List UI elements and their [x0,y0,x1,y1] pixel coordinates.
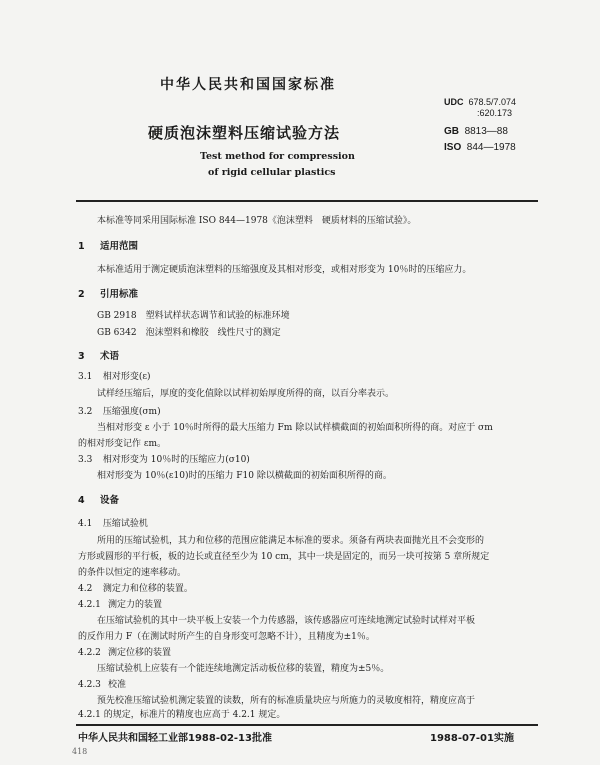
reference-gb6342: GB 6342 泡沫塑料和橡胶 线性尺寸的测定 [97,328,281,338]
definition-3-3-text: 相对形变为 10％(ε10)时的压缩力 F10 除以横截面的初始面积所得的商。 [97,471,392,481]
definition-3-1-number: 3.1 [78,372,93,382]
definition-3-3-title: 相对形变为 10％时的压缩应力(σ10) [102,455,250,465]
section-4-heading [78,492,119,506]
subsection-4-2-1-text-line2: 的反作用力 F（在测试时所产生的自身形变可忽略不计），且精度为±1％。 [78,632,375,642]
national-standard-heading: 中华人民共和国国家标准 [160,77,336,93]
subsection-4-2-2-heading [78,645,171,658]
section-1-text: 本标准适用于测定硬质泡沫塑料的压缩强度及其相对形变，或相对形变为 10％时的压缩应力。 [97,265,472,275]
section-1-number: 1 [78,241,85,252]
subsection-4-1-text-line2: 方形或圆形的平行板，板的边长或直径至少为 10 cm，其中一块是固定的，而另一块可按第 5 章所规定 [78,552,490,562]
section-2-heading [78,286,138,300]
subsection-4-1-number: 4.1 [78,519,93,529]
subsection-4-2-1-heading [78,597,162,610]
footer-divider [76,724,538,726]
subsection-4-2-2-text: 压缩试验机上应装有一个能连续地测定活动板位移的装置，精度为±5％。 [97,664,390,674]
subsection-4-2-3-text-line2: 4.2.1 的规定，标准片的精度也应高于 4.2.1 规定。 [78,707,285,720]
section-2-title: 引用标准 [100,289,139,300]
section-3-heading [78,348,119,362]
subsection-4-1-text-line3: 的条件以恒定的速率移动。 [78,568,187,578]
subsection-4-1-title: 压缩试验机 [102,519,148,529]
subsection-4-2-3-number: 4.2.3 [78,680,101,690]
gb-number [444,126,508,137]
gb-number-value: 8813—88 [464,126,508,137]
section-1-heading [78,238,138,252]
subsection-4-1-text-line1: 所用的压缩试验机，其力和位移的范围应能满足本标准的要求。须备有两块表面抛光且不会变形的 [97,536,485,546]
definition-3-1-heading [78,369,151,382]
document-title-en-line1: Test method for compression [200,151,355,162]
subsection-4-2-1-number: 4.2.1 [78,600,101,610]
udc-label: UDC [444,97,464,107]
definition-3-1-text: 试样经压缩后，厚度的变化值除以试样初始厚度所得的商，以百分率表示。 [97,389,395,399]
subsection-4-2-2-number: 4.2.2 [78,648,101,658]
section-3-title: 术语 [100,351,120,362]
iso-number-value: 844—1978 [466,142,516,153]
subsection-4-2-3-heading [78,677,126,690]
section-1-title: 适用范围 [100,241,139,252]
section-2-number: 2 [78,289,85,300]
subsection-4-1-heading [78,516,148,529]
definition-3-2-text-line1: 当相对形变 ε 小于 10％时所得的最大压缩力 Fm 除以试样横截面的初始面积所得的商。对应于 σm [97,423,493,433]
definition-3-2-number: 3.2 [78,407,93,417]
definition-3-2-text-line2: 的相对形变记作 εm。 [78,439,167,449]
subsection-4-2-1-text-line1: 在压缩试验机的其中一块平板上安装一个力传感器，该传感器应可连续地测定试验时试样对平板 [97,616,476,626]
section-4-number: 4 [78,495,85,506]
definition-3-3-number: 3.3 [78,455,93,465]
effective-date: 1988-07-01实施 [430,733,514,744]
gb-label: GB [444,126,459,137]
udc-line2: :620.173 [477,108,513,118]
subsection-4-2-number: 4.2 [78,584,93,594]
section-3-number: 3 [78,351,85,362]
subsection-4-2-1-title: 测定力的装置 [108,600,163,610]
page-number: 418 [72,747,88,756]
iso-label: ISO [444,142,462,153]
definition-3-3-heading [78,452,250,465]
definition-3-2-title: 压缩强度(σm) [102,407,161,417]
udc-code [444,97,516,107]
subsection-4-2-2-title: 测定位移的装置 [108,648,172,658]
document-title-en-line2: of rigid cellular plastics [208,167,336,178]
subsection-4-2-heading [78,581,193,594]
definition-3-1-title: 相对形变(ε) [102,372,151,382]
document-title-cn: 硬质泡沫塑料压缩试验方法 [148,124,341,142]
subsection-4-2-3-text-line1: 预先校准压缩试验机测定装置的读数，所有的标准质量块应与所施力的灵敏度相符，精度应高于 [97,696,476,706]
iso-number [444,142,516,153]
intro-text: 本标准等同采用国际标准 ISO 844—1978《泡沫塑料 硬质材料的压缩试验》。 [97,216,417,226]
definition-3-2-heading [78,404,161,417]
subsection-4-2-title: 测定力和位移的装置。 [102,584,193,594]
reference-gb2918: GB 2918 塑料试样状态调节和试验的标准环境 [97,311,290,321]
subsection-4-2-3-title: 校准 [108,680,127,690]
section-4-title: 设备 [100,495,120,506]
udc-line1: 678.5/7.074 [468,97,517,107]
header-divider [76,200,538,202]
approval-line: 中华人民共和国轻工业部1988-02-13批准 [78,733,272,744]
